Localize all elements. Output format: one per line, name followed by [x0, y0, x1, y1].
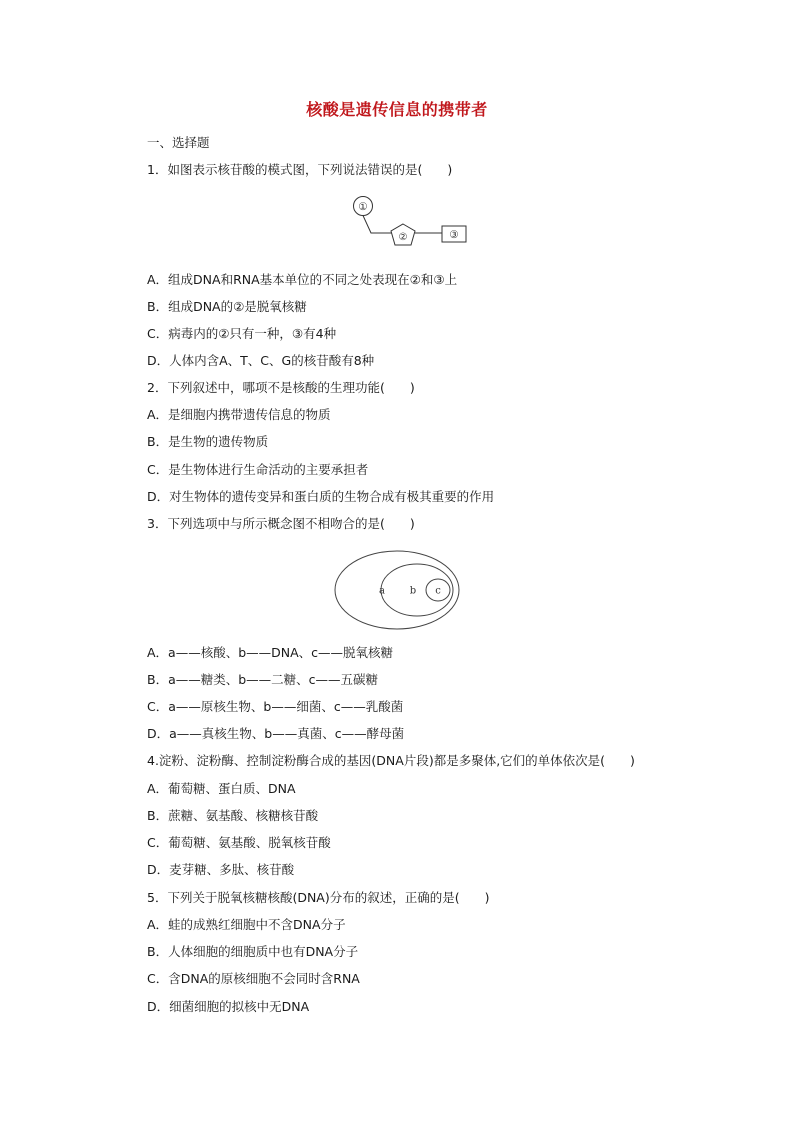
question-4-stem: 4.淀粉、淀粉酶、控制淀粉酶合成的基因(DNA片段)都是多聚体,它们的单体依次是( ) — [147, 753, 635, 768]
question-3-option-c: C．a——原核生物、b——细菌、c——乳酸菌 — [147, 699, 404, 714]
question-3-option-b: B．a——糖类、b——二糖、c——五碳糖 — [147, 672, 379, 687]
diagram-label-3: ③ — [449, 229, 459, 241]
diagram-label-1: ① — [358, 201, 368, 213]
question-5-option-c: C．含DNA的原核细胞不会同时含RNA — [147, 971, 360, 986]
question-1-option-b: B．组成DNA的②是脱氧核糖 — [147, 299, 307, 314]
question-4-option-b: B．蔗糖、氨基酸、核糖核苷酸 — [147, 808, 319, 823]
question-5-option-d: D．细菌细胞的拟核中无DNA — [147, 999, 310, 1014]
concept-label-b: b — [409, 585, 417, 597]
nucleotide-diagram — [345, 193, 475, 253]
question-1-option-d: D．人体内含A、T、C、G的核苷酸有8种 — [147, 353, 375, 368]
concept-label-c: c — [435, 585, 441, 597]
question-4-option-c: C．葡萄糖、氨基酸、脱氧核苷酸 — [147, 835, 331, 850]
question-4-option-d: D．麦芽糖、多肽、核苷酸 — [147, 862, 295, 877]
question-5-option-b: B．人体细胞的细胞质中也有DNA分子 — [147, 944, 359, 959]
question-2-option-d: D．对生物体的遗传变异和蛋白质的生物合成有极其重要的作用 — [147, 489, 495, 504]
question-1-stem: 1．如图表示核苷酸的模式图，下列说法错误的是( ) — [147, 162, 453, 177]
question-4-option-a: A．葡萄糖、蛋白质、DNA — [147, 781, 296, 796]
question-1-option-a: A．组成DNA和RNA基本单位的不同之处表现在②和③上 — [147, 272, 458, 287]
section-heading: 一、选择题 — [147, 135, 210, 150]
middle-ellipse-b — [381, 564, 453, 616]
question-5-option-a: A．蛙的成熟红细胞中不含DNA分子 — [147, 917, 346, 932]
question-1-option-c: C．病毒内的②只有一种，③有4种 — [147, 326, 337, 341]
diagram-label-2: ② — [398, 232, 408, 243]
question-2-option-a: A．是细胞内携带遗传信息的物质 — [147, 407, 331, 422]
question-3-option-a: A．a——核酸、b——DNA、c——脱氧核糖 — [147, 645, 394, 660]
question-3-stem: 3．下列选项中与所示概念图不相吻合的是( ) — [147, 516, 415, 531]
diagram-connector-left — [363, 216, 392, 234]
question-5-stem: 5．下列关于脱氧核糖核酸(DNA)分布的叙述，正确的是( ) — [147, 890, 490, 905]
page-title: 核酸是遗传信息的携带者 — [306, 100, 488, 119]
question-2-stem: 2．下列叙述中，哪项不是核酸的生理功能( ) — [147, 380, 415, 395]
question-2-option-b: B．是生物的遗传物质 — [147, 434, 269, 449]
concept-diagram — [333, 549, 463, 633]
question-3-option-d: D．a——真核生物、b——真菌、c——酵母菌 — [147, 726, 405, 741]
concept-label-a: a — [379, 585, 385, 597]
question-2-option-c: C．是生物体进行生命活动的主要承担者 — [147, 462, 369, 477]
